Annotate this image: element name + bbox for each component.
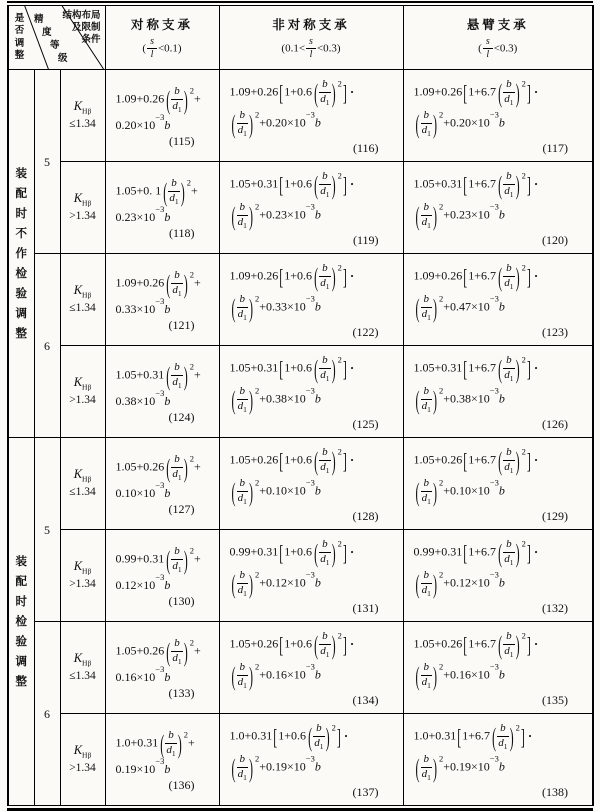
k-symbol xyxy=(61,560,105,578)
formula-line-2: $0.19\times 10^{-3}b$ xyxy=(115,755,171,776)
k-subscript: Hβ xyxy=(82,106,92,116)
formula-line-1: 1.0+0.31[1+6.7 ( b $d_1$ ) $^2$] · xyxy=(413,721,533,753)
corner-label-structure-line: 条件 xyxy=(81,35,101,45)
k-symbol xyxy=(61,100,105,118)
equation-number: (117) xyxy=(542,140,568,155)
formula-cell xyxy=(105,254,219,346)
k-relation: ≤1.34 xyxy=(69,302,96,315)
formula-cell xyxy=(105,530,219,622)
k-relation: >1.34 xyxy=(69,210,96,223)
formula-line-2: ( b $d_1$ ) $^2+0.12\times 10^{-3}b$ xyxy=(231,568,321,600)
k-letter: K xyxy=(73,742,83,757)
formula-line-1: 1.05+0.31[1+6.7 ( b $d_1$ ) $^2$] · xyxy=(413,353,539,385)
header-row xyxy=(8,6,593,70)
k-symbol xyxy=(61,744,105,762)
grade-cell xyxy=(34,438,60,622)
formula-cell xyxy=(219,346,403,438)
equation-number: (119) xyxy=(352,232,379,247)
k-condition-cell xyxy=(60,254,105,346)
formula-cell xyxy=(403,622,593,714)
table-row xyxy=(8,438,593,530)
formula-line-2: ( b $d_1$ ) $^2+0.20\times 10^{-3}b$ xyxy=(231,108,321,140)
formula-line-1: 1.05+0.26 ( b $d_1$ ) $^2$+ xyxy=(115,636,201,668)
k-letter: K xyxy=(73,558,83,573)
k-symbol xyxy=(61,652,105,670)
equation-number: (136) xyxy=(168,777,195,792)
corner-header-cell xyxy=(8,6,105,70)
corner-label-structure-line: 结构布局 xyxy=(62,11,101,21)
formula-line-2: ( b $d_1$ ) $^2+0.12\times 10^{-3}b$ xyxy=(415,568,505,600)
grade-label: 5 xyxy=(44,154,50,169)
formula-line-1: 0.99+0.31[1+0.6 ( b $d_1$ ) $^2$] · xyxy=(229,537,355,569)
equation-number: (121) xyxy=(168,317,195,332)
adjust-mode-label: 装 配 时 不 作 检 验 调 整 xyxy=(15,167,27,340)
k-relation: >1.34 xyxy=(69,394,96,407)
formula-line-1: 0.99+0.31 ( b $d_1$ ) $^2$+ xyxy=(115,544,201,576)
corner-label-adjust: 是 否 调 整 xyxy=(14,13,25,61)
formula-line-1: 1.0+0.31[1+0.6 ( b $d_1$ ) $^2$] · xyxy=(229,721,349,753)
formula-line-2: $0.38\times 10^{-3}b$ xyxy=(115,387,171,408)
col-header-cantilever-support xyxy=(403,6,593,70)
formula-line-1: 1.05+0.31[1+6.7 ( b $d_1$ ) $^2$] · xyxy=(413,169,539,201)
equation-number: (132) xyxy=(542,600,568,615)
col-header-symmetric-support xyxy=(105,6,219,70)
equation-number: (118) xyxy=(168,225,195,240)
k-symbol xyxy=(61,192,105,210)
formula-line-1: 1.05+0.26[1+0.6 ( b $d_1$ ) $^2$] · xyxy=(229,445,355,477)
table-row xyxy=(8,254,593,346)
formula-cell xyxy=(219,622,403,714)
equation-number: (115) xyxy=(168,133,195,148)
formula-cell xyxy=(403,70,593,162)
formula-line-1: 1.09+0.26[1+6.7 ( b $d_1$ ) $^2$] · xyxy=(413,261,539,293)
col-condition: (0.1< $\frac{s}{l}$ <0.3) xyxy=(281,35,341,60)
formula-table xyxy=(7,5,594,806)
col-condition: ( $\frac{s}{l}$ <0.3) xyxy=(478,35,518,60)
grade-label: 6 xyxy=(44,706,50,721)
equation-number: (127) xyxy=(168,501,195,516)
formula-cell xyxy=(219,254,403,346)
equation-number: (130) xyxy=(168,593,195,608)
formula-cell xyxy=(219,530,403,622)
formula-cell xyxy=(105,622,219,714)
k-condition-cell xyxy=(60,714,105,806)
k-letter: K xyxy=(73,190,83,205)
equation-number: (126) xyxy=(542,416,568,431)
formula-line-2: ( b $d_1$ ) $^2+0.38\times 10^{-3}b$ xyxy=(415,384,505,416)
k-letter: K xyxy=(73,650,83,665)
k-condition-cell xyxy=(60,346,105,438)
formula-cell xyxy=(105,438,219,530)
k-letter: K xyxy=(73,466,83,481)
formula-line-2: ( b $d_1$ ) $^2+0.23\times 10^{-3}b$ xyxy=(231,200,321,232)
equation-number: (131) xyxy=(352,600,379,615)
equation-number: (116) xyxy=(352,140,379,155)
formula-cell xyxy=(403,254,593,346)
k-subscript: Hβ xyxy=(82,474,92,484)
formula-line-1: 1.09+0.26[1+0.6 ( b $d_1$ ) $^2$] · xyxy=(229,77,355,109)
formula-line-2: ( b $d_1$ ) $^2+0.19\times 10^{-3}b$ xyxy=(415,752,505,784)
formula-cell xyxy=(403,530,593,622)
k-letter: K xyxy=(73,282,83,297)
formula-cell xyxy=(105,70,219,162)
formula-cell xyxy=(403,714,593,806)
equation-number: (137) xyxy=(352,784,379,799)
formula-line-2: $0.16\times 10^{-3}b$ xyxy=(115,663,171,684)
formula-line-2: ( b $d_1$ ) $^2+0.33\times 10^{-3}b$ xyxy=(231,292,321,324)
formula-cell xyxy=(403,438,593,530)
k-relation: ≤1.34 xyxy=(69,118,96,131)
col-title: 非对称支承 xyxy=(272,17,350,32)
grade-cell xyxy=(34,622,60,806)
col-title: 对称支承 xyxy=(130,17,193,32)
k-condition-cell xyxy=(60,530,105,622)
formula-line-2: $0.33\times 10^{-3}b$ xyxy=(115,295,171,316)
formula-cell xyxy=(219,70,403,162)
k-subscript: Hβ xyxy=(82,658,92,668)
formula-cell xyxy=(219,438,403,530)
formula-line-1: 1.05+0.26[1+6.7 ( b $d_1$ ) $^2$] · xyxy=(413,445,539,477)
k-subscript: Hβ xyxy=(82,750,92,760)
equation-number: (138) xyxy=(542,784,568,799)
formula-cell xyxy=(105,346,219,438)
formula-line-1: 1.05+0.31[1+0.6 ( b $d_1$ ) $^2$] · xyxy=(229,353,355,385)
formula-line-1: 1.0+0.31 ( b $d_1$ ) $^2$+ xyxy=(115,728,195,760)
grade-cell xyxy=(34,254,60,438)
corner-label-grade: 精 度 等 级 xyxy=(34,15,68,64)
formula-line-1: 1.09+0.26 ( b $d_1$ ) $^2$+ xyxy=(115,84,201,116)
k-condition-cell xyxy=(60,162,105,254)
k-symbol xyxy=(61,376,105,394)
formula-line-1: 1.09+0.26[1+0.6 ( b $d_1$ ) $^2$] · xyxy=(229,261,355,293)
formula-line-1: 1.05+0.26[1+6.7 ( b $d_1$ ) $^2$] · xyxy=(413,629,539,661)
k-symbol xyxy=(61,468,105,486)
k-subscript: Hβ xyxy=(82,290,92,300)
k-condition-cell xyxy=(60,622,105,714)
formula-line-2: ( b $d_1$ ) $^2+0.38\times 10^{-3}b$ xyxy=(231,384,321,416)
formula-line-1: 1.09+0.26 ( b $d_1$ ) $^2$+ xyxy=(115,268,201,300)
formula-line-1: 1.05+0.31 ( b $d_1$ ) $^2$+ xyxy=(115,360,201,392)
k-symbol xyxy=(61,284,105,302)
formula-cell xyxy=(105,162,219,254)
formula-cell xyxy=(403,162,593,254)
table-row xyxy=(8,622,593,714)
col-title: 悬臂支承 xyxy=(466,17,529,32)
adjust-mode-cell xyxy=(8,70,34,438)
table-row xyxy=(8,530,593,622)
k-letter: K xyxy=(73,98,83,113)
table-row xyxy=(8,70,593,162)
formula-line-2: $0.20\times 10^{-3}b$ xyxy=(115,111,171,132)
k-letter: K xyxy=(73,374,83,389)
formula-line-1: 1.05+0. 1 ( b $d_1$ ) $^2$+ xyxy=(115,176,198,208)
adjust-mode-label: 装 配 时 检 验 调 整 xyxy=(15,555,27,688)
formula-line-1: 1.05+0.31[1+0.6 ( b $d_1$ ) $^2$] · xyxy=(229,169,355,201)
formula-line-2: ( b $d_1$ ) $^2+0.10\times 10^{-3}b$ xyxy=(231,476,321,508)
corner-label-structure-line: 及限制 xyxy=(71,23,101,33)
formula-line-2: $0.23\times 10^{-3}b$ xyxy=(115,203,171,224)
formula-cell xyxy=(105,714,219,806)
k-condition-cell xyxy=(60,438,105,530)
grade-cell xyxy=(34,70,60,254)
formula-line-2: ( b $d_1$ ) $^2+0.10\times 10^{-3}b$ xyxy=(415,476,505,508)
formula-cell xyxy=(403,346,593,438)
k-subscript: Hβ xyxy=(82,198,92,208)
equation-number: (122) xyxy=(352,324,379,339)
table-row xyxy=(8,714,593,806)
formula-line-1: 1.05+0.26[1+0.6 ( b $d_1$ ) $^2$] · xyxy=(229,629,355,661)
formula-line-2: ( b $d_1$ ) $^2+0.23\times 10^{-3}b$ xyxy=(415,200,505,232)
k-relation: ≤1.34 xyxy=(69,670,96,683)
formula-line-1: 1.09+0.26[1+6.7 ( b $d_1$ ) $^2$] · xyxy=(413,77,539,109)
k-relation: ≤1.34 xyxy=(69,486,96,499)
table-row xyxy=(8,162,593,254)
table-row xyxy=(8,346,593,438)
k-relation: >1.34 xyxy=(69,578,96,591)
equation-number: (123) xyxy=(542,324,568,339)
formula-line-2: $0.10\times 10^{-3}b$ xyxy=(115,479,171,500)
equation-number: (120) xyxy=(542,232,568,247)
equation-number: (125) xyxy=(352,416,379,431)
equation-number: (135) xyxy=(542,692,568,707)
grade-label: 6 xyxy=(44,338,50,353)
formula-line-2: ( b $d_1$ ) $^2+0.20\times 10^{-3}b$ xyxy=(415,108,505,140)
equation-number: (134) xyxy=(352,692,379,707)
formula-line-1: 0.99+0.31[1+6.7 ( b $d_1$ ) $^2$] · xyxy=(413,537,539,569)
equation-number: (129) xyxy=(542,508,568,523)
formula-line-2: ( b $d_1$ ) $^2+0.47\times 10^{-3}b$ xyxy=(415,292,505,324)
col-condition: ( $\frac{s}{l}$ <0.1) xyxy=(142,35,182,60)
col-header-asymmetric-support xyxy=(219,6,403,70)
formula-line-2: ( b $d_1$ ) $^2+0.16\times 10^{-3}b$ xyxy=(231,660,321,692)
formula-cell xyxy=(219,162,403,254)
grade-label: 5 xyxy=(44,522,50,537)
table-frame xyxy=(7,1,593,811)
k-subscript: Hβ xyxy=(82,566,92,576)
equation-number: (124) xyxy=(168,409,195,424)
equation-number: (128) xyxy=(352,508,379,523)
formula-line-2: ( b $d_1$ ) $^2+0.16\times 10^{-3}b$ xyxy=(415,660,505,692)
k-condition-cell xyxy=(60,70,105,162)
k-relation: >1.34 xyxy=(69,762,96,775)
formula-cell xyxy=(219,714,403,806)
formula-line-2: ( b $d_1$ ) $^2+0.19\times 10^{-3}b$ xyxy=(231,752,321,784)
equation-number: (133) xyxy=(168,685,195,700)
formula-line-2: $0.12\times 10^{-3}b$ xyxy=(115,571,171,592)
adjust-mode-cell xyxy=(8,438,34,806)
k-subscript: Hβ xyxy=(82,382,92,392)
formula-line-1: 1.05+0.26 ( b $d_1$ ) $^2$+ xyxy=(115,452,201,484)
corner-label-structure xyxy=(62,10,100,46)
